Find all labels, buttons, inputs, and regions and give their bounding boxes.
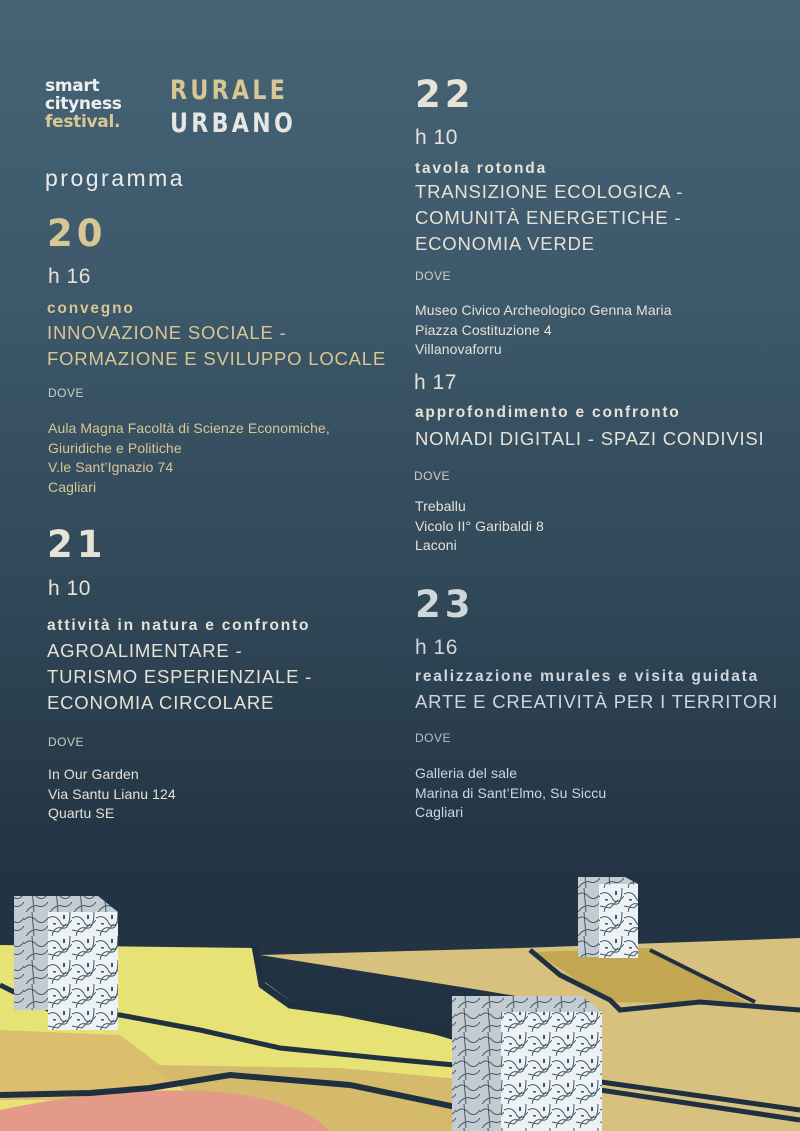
event-title-line: COMUNITÀ ENERGETICHE - <box>415 207 682 228</box>
event-hour: h 16 <box>415 636 458 659</box>
day-number-20: 20 <box>47 212 107 255</box>
logo-line-festival: festival. <box>45 112 121 132</box>
brand-rurale: RURALE <box>170 75 289 106</box>
map-tower-left <box>14 896 118 1030</box>
address-line: Marina di Sant’Elmo, Su Siccu <box>415 784 607 801</box>
event-title-line: FORMAZIONE E SVILUPPO LOCALE <box>47 348 387 369</box>
event-title <box>415 426 765 452</box>
address-line: In Our Garden <box>48 766 139 782</box>
address-line: V.le Sant’Ignazio 74 <box>48 459 174 475</box>
where-label: DOVE <box>415 731 452 745</box>
address-line: Cagliari <box>415 804 464 820</box>
address-line: Laconi <box>415 537 457 553</box>
event-type: realizzazione murales e visita guidata <box>415 668 760 685</box>
where-label: DOVE <box>48 386 85 400</box>
day-number-21: 21 <box>47 523 107 566</box>
event-title-line: ECONOMIA VERDE <box>415 233 595 254</box>
event-title-line: ARTE E CREATIVITÀ PER I TERRITORI <box>415 691 779 712</box>
logo-line-smart: smart <box>45 76 100 96</box>
event-title <box>47 638 312 716</box>
address-line: Piazza Costituzione 4 <box>415 321 552 338</box>
event-hour: h 10 <box>48 577 91 600</box>
event-address <box>415 497 544 556</box>
event-address <box>415 764 606 823</box>
event-title <box>415 689 778 715</box>
festival-logo <box>45 77 122 131</box>
address-line: Giuridiche e Politiche <box>48 439 182 456</box>
map-tower-front <box>452 996 602 1131</box>
event-title-line: NOMADI DIGITALI - SPAZI CONDIVISI <box>415 428 765 449</box>
brand-urbano: URBANO <box>170 108 297 139</box>
map-tower-back <box>578 877 638 958</box>
event-title <box>415 179 683 257</box>
event-title-line: TURISMO ESPERIENZIALE - <box>47 666 313 687</box>
event-type: approfondimento e confronto <box>415 404 681 421</box>
event-type: convegno <box>47 300 135 317</box>
address-line: Quartu SE <box>48 805 115 821</box>
address-line: Vicolo II° Garibaldi 8 <box>415 517 544 534</box>
address-line: Via Santu Lianu 124 <box>48 785 176 802</box>
address-line: Cagliari <box>48 478 97 495</box>
address-line: Galleria del sale <box>415 765 518 781</box>
event-hour: h 17 <box>414 371 457 394</box>
address-line: Museo Civico Archeologico Genna Maria <box>415 302 672 318</box>
where-label: DOVE <box>48 735 85 749</box>
logo-line-cityness: cityness <box>45 94 122 114</box>
event-hour: h 16 <box>48 265 91 288</box>
event-address <box>48 765 176 824</box>
address-line: Treballu <box>415 498 466 514</box>
event-title-line: INNOVAZIONE SOCIALE - <box>47 322 287 343</box>
day-number-23: 23 <box>415 583 475 626</box>
landscape-illustration <box>0 860 800 1131</box>
address-line: Villanovaforru <box>415 341 502 357</box>
where-label: DOVE <box>414 469 451 483</box>
event-brand-title <box>170 74 296 140</box>
event-title-line: AGROALIMENTARE - <box>47 640 243 661</box>
where-label: DOVE <box>415 269 452 283</box>
event-title <box>47 320 386 372</box>
event-hour: h 10 <box>415 126 458 149</box>
event-type: tavola rotonda <box>415 160 547 177</box>
event-address <box>48 419 330 497</box>
address-line: Aula Magna Facoltà di Scienze Economiche, <box>48 420 330 436</box>
event-title-line: TRANSIZIONE ECOLOGICA - <box>415 181 684 202</box>
page-subtitle: programma <box>45 165 186 191</box>
event-title-line: ECONOMIA CIRCOLARE <box>47 692 275 713</box>
event-type: attività in natura e confronto <box>47 617 311 634</box>
event-address <box>415 301 672 360</box>
day-number-22: 22 <box>415 73 475 116</box>
